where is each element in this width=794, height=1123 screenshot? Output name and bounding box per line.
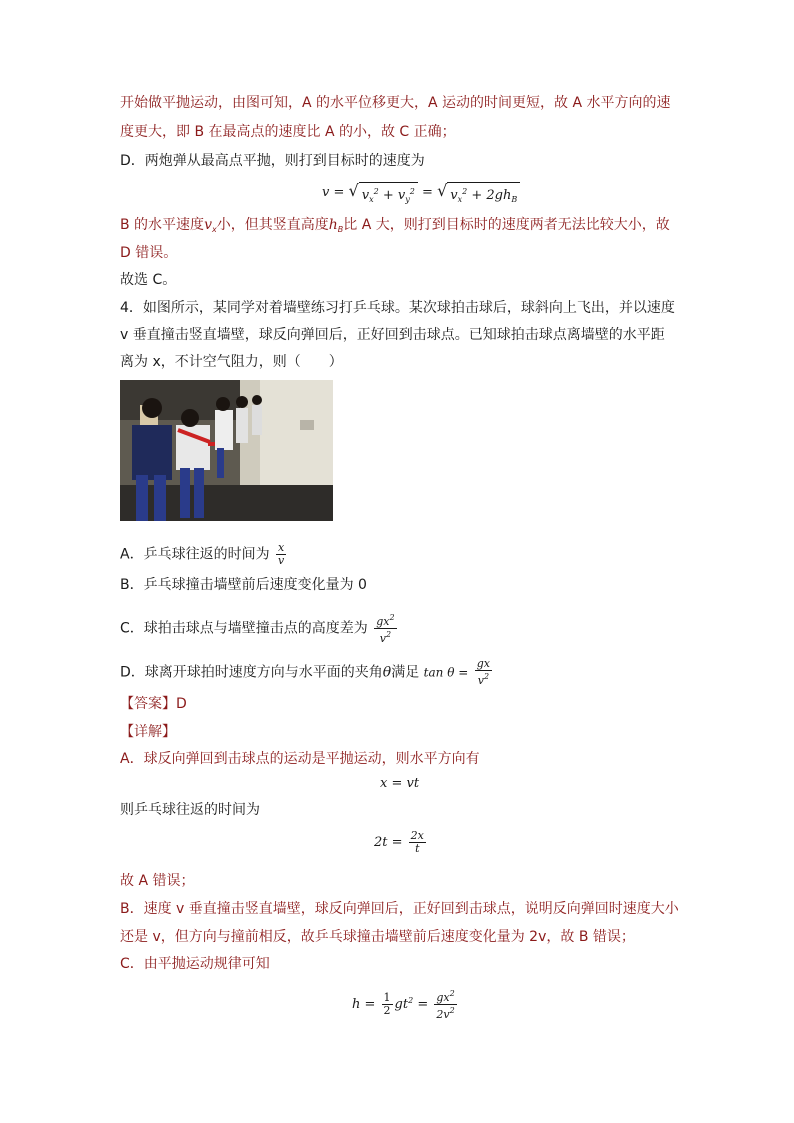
question-4-line-1: 4．如图所示，某同学对着墙壁练习打乒乓球。某次球拍击球后，球斜向上飞出，并以速度 — [120, 300, 675, 316]
explanation-line-2: 度更大，即 B 在最高点的速度比 A 的小，故 C 正确； — [120, 124, 456, 140]
explanation-line-3: B 的水平速度$v_x$小，但其竖直高度$h_B$比 A 大，则打到目标时的速度两者无法比较大小，故 — [120, 217, 670, 234]
question-4-line-2: v 垂直撞击竖直墙壁，球反向弹回后，正好回到击球点。已知球拍击球点离墙壁的水平距 — [120, 327, 665, 343]
option-b: B．乒乓球撞击墙壁前后速度变化量为 0 — [120, 577, 367, 593]
formula-x-eq-vt: x = vt — [380, 776, 420, 791]
answer-label: 【答案】D — [120, 696, 187, 712]
question-4-line-3: 离为 x，不计空气阻力，则（ ） — [120, 354, 343, 370]
table-tennis-photo — [120, 380, 333, 521]
option-a: A．乒乓球往返的时间为 $\frac{x}{v}$ — [120, 541, 285, 567]
explanation-b-line-1: B．速度 v 垂直撞击竖直墙壁，球反向弹回后，正好回到击球点，说明反向弹回时速度大小 — [120, 901, 679, 917]
explanation-c-line-1: C．由平抛运动规律可知 — [120, 956, 270, 972]
option-c: C．球拍击球点与墙壁撞击点的高度差为 $\frac{gx^2}{v^2}$ — [120, 613, 395, 645]
fraction-gx2-over-v2: $\frac{gx^2}{v^2}$ — [376, 613, 395, 645]
photo-illustration — [120, 380, 333, 521]
detail-label: 【详解】 — [120, 724, 176, 740]
fraction-gx-over-v2: $\frac{gx}{v^2}$ — [476, 657, 490, 687]
formula-2t: 2t = $\frac{2x}{t}$ — [374, 829, 424, 855]
explanation-line-1: 开始做平抛运动，由图可知，A 的水平位移更大，A 运动的时间更短，故 A 水平方向的速 — [120, 95, 671, 111]
explanation-a-line-1: A．球反向弹回到击球点的运动是平抛运动，则水平方向有 — [120, 751, 480, 767]
explanation-a-line-2: 则乒乓球往返的时间为 — [120, 802, 260, 818]
choose-answer: 故选 C。 — [120, 272, 177, 288]
explanation-line-4: D 错误。 — [120, 245, 178, 261]
formula-h: h = $\frac{1}{2}$ $gt^2$ = $\frac{gx^2}{2v^2}$ — [352, 989, 455, 1021]
explanation-a-line-3: 故 A 错误； — [120, 873, 195, 889]
option-d: D．球离开球拍时速度方向与水平面的夹角θ满足 tan θ = $\frac{gx}{v^2}$ — [120, 657, 490, 687]
explanation-b-line-2: 还是 v，但方向与撞前相反，故乒乓球撞击墙壁前后速度变化量为 2v，故 B 错误； — [120, 929, 635, 945]
fraction-x-over-v: $\frac{x}{v}$ — [278, 541, 285, 567]
formula-final-velocity: v = √ $v_x^2 + v_y^2$ = √ $v_x^2 + 2gh_B$ — [322, 182, 520, 209]
explanation-d-intro: D．两炮弹从最高点平抛，则打到目标时的速度为 — [120, 153, 425, 169]
